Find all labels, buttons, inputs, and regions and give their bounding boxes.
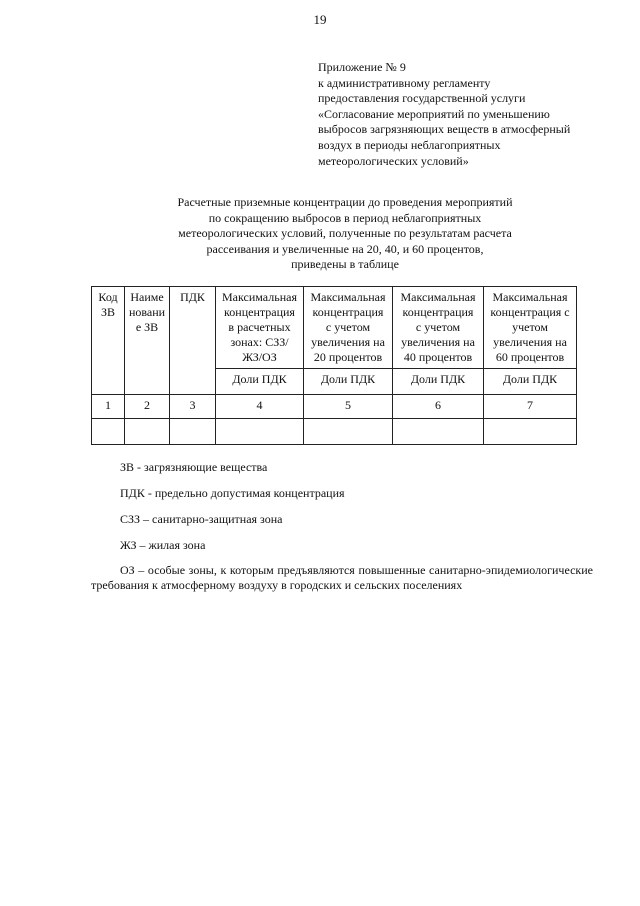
document-title: [130, 195, 560, 273]
header-text: концентрация с: [490, 305, 570, 319]
header-60-percent-cell: [484, 287, 577, 369]
header-text: с учетом: [415, 320, 461, 334]
page-number: 19: [313, 12, 327, 27]
header-text: ЖЗ/ОЗ: [242, 350, 277, 364]
header-text: е ЗВ: [135, 320, 159, 334]
header-text: увеличения на: [401, 335, 475, 349]
unit-cell: Доли ПДК: [216, 369, 304, 395]
appendix-line: воздух в периоды неблагоприятных: [318, 137, 501, 152]
empty-cell: [216, 419, 304, 445]
table-empty-row: [92, 419, 577, 445]
header-text: увеличения на: [493, 335, 567, 349]
header-pdk-cell: [170, 287, 216, 395]
column-number: 3: [170, 395, 216, 419]
note-pdk: ПДК - предельно допустимая концентрация: [120, 486, 345, 500]
appendix-line: выбросов загрязняющих веществ в атмосферный: [318, 122, 571, 137]
note-szz: СЗЗ – санитарно-защитная зона: [120, 512, 283, 526]
appendix-line: к административному регламенту: [318, 75, 491, 90]
column-number: 7: [484, 395, 577, 419]
header-40-percent-cell: [393, 287, 484, 369]
appendix-line: предоставления государственной услуги: [318, 91, 526, 106]
concentration-table: [91, 286, 577, 445]
header-text: ЗВ: [100, 305, 115, 319]
header-20-percent-cell: [304, 287, 393, 369]
header-text: концентрация: [402, 305, 474, 319]
header-text: учетом: [512, 320, 548, 334]
empty-cell: [393, 419, 484, 445]
empty-cell: [170, 419, 216, 445]
note-oz: ОЗ – особые зоны, к которым предъявляются повышенные санитарно-эпидемиологические требования к атмосферному воздуху в городских и сельских поселениях: [91, 563, 593, 592]
header-text: концентрация: [312, 305, 384, 319]
header-code-cell: [92, 287, 125, 395]
appendix-line: «Согласование мероприятий по уменьшению: [318, 106, 550, 121]
header-text: Максимальная: [400, 290, 476, 304]
header-text: Код: [98, 290, 118, 304]
header-text: Максимальная: [222, 290, 297, 304]
header-text: Максимальная: [310, 290, 386, 304]
unit-cell: Доли ПДК: [484, 369, 577, 395]
column-number: 6: [393, 395, 484, 419]
column-number: 4: [216, 395, 304, 419]
header-max-conc-cell: [216, 287, 304, 369]
note-zv: ЗВ - загрязняющие вещества: [120, 460, 268, 474]
column-number: 1: [92, 395, 125, 419]
appendix-line: Приложение № 9: [318, 60, 406, 74]
header-text: концентрация: [224, 305, 295, 319]
title-line: приведены в таблице: [291, 257, 399, 271]
note-zhz: ЖЗ – жилая зона: [120, 538, 206, 552]
header-text: ПДК: [180, 290, 205, 304]
header-name-cell: [125, 287, 170, 395]
header-text: 20 процентов: [313, 350, 383, 364]
title-line: по сокращению выбросов в период неблагоприятных: [208, 210, 482, 225]
table-header-row: [92, 287, 577, 369]
column-number: 5: [304, 395, 393, 419]
unit-cell: Доли ПДК: [304, 369, 393, 395]
header-text: новани: [128, 305, 166, 319]
empty-cell: [125, 419, 170, 445]
header-text: в расчетных: [228, 320, 291, 334]
appendix-header: [318, 60, 618, 169]
appendix-line: метеорологических условий»: [318, 153, 469, 168]
unit-cell: Доли ПДК: [393, 369, 484, 395]
title-line: рассеивания и увеличенные на 20, 40, и 60 процентов,: [206, 241, 484, 256]
header-text: Наиме: [130, 290, 164, 304]
table-number-row: [92, 395, 577, 419]
empty-cell: [484, 419, 577, 445]
title-line: Расчетные приземные концентрации до проведения мероприятий: [177, 195, 513, 209]
header-text: зонах: СЗЗ/: [230, 335, 289, 349]
empty-cell: [92, 419, 125, 445]
title-line: метеорологических условий, полученные по результатам расчета: [178, 226, 512, 240]
column-number: 2: [125, 395, 170, 419]
header-text: Максимальная: [492, 290, 568, 304]
empty-cell: [304, 419, 393, 445]
header-text: 40 процентов: [403, 350, 473, 364]
header-text: увеличения на: [311, 335, 385, 349]
header-text: 60 процентов: [495, 350, 565, 364]
header-text: с учетом: [325, 320, 371, 334]
